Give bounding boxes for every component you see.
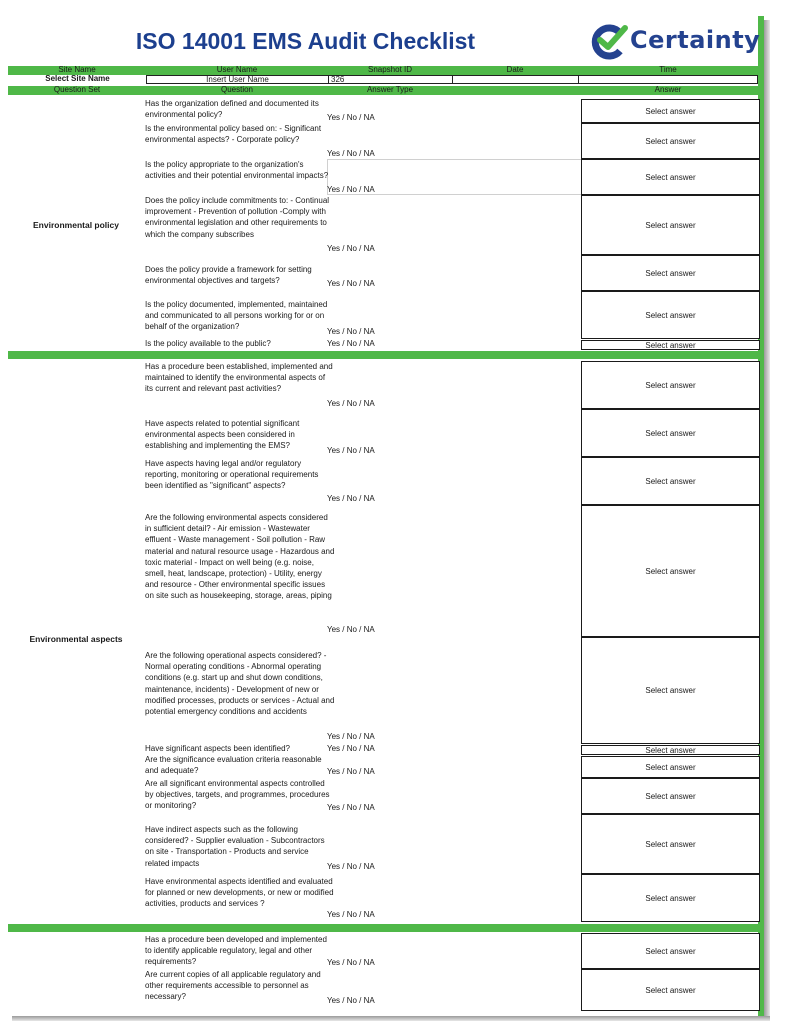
question-text: Have aspects related to potential significant environmental aspects been considered in establishing and implementing the EMS? — [145, 419, 300, 451]
answer-select-label: Select answer — [645, 340, 696, 350]
question-text: Have aspects having legal and/or regulatory reporting, monitoring or operational requirements been identified as "significant" aspects? — [145, 459, 319, 491]
user-name-header: User Name — [216, 65, 258, 74]
question-text: Are the following operational aspects considered? - Normal operating conditions - Abnormal operating conditions (e.g. start up and shut down conditions, maintenance, incidents) - Development of new or modified processes, products or services - Actual and potential emergency conditions and accidents — [145, 651, 335, 717]
answer-select[interactable] — [581, 778, 760, 814]
question-text: Is the environmental policy based on: - Significant environmental aspects? - Corporate policy? — [145, 124, 322, 145]
answer-select[interactable] — [581, 99, 760, 123]
section-label-environmental-aspects: Environmental aspects — [29, 634, 123, 644]
brand-logo — [590, 24, 760, 60]
question-text: Are the significance evaluation criteria reasonable and adequate? — [145, 755, 322, 776]
answer-select-label: Select answer — [645, 220, 696, 230]
section-separator — [8, 924, 758, 932]
answer-select[interactable] — [581, 340, 760, 350]
snapshot-id-header: Snapshot ID — [367, 65, 413, 74]
answer-select-label: Select answer — [645, 791, 696, 801]
question-text: Have indirect aspects such as the following considered? - Supplier evaluation - Subcontractors on site - Transportation - Products and service related impacts — [145, 825, 325, 868]
meta-header-row — [8, 66, 758, 75]
answer-type: Yes / No / NA — [327, 744, 375, 753]
answer-select-label: Select answer — [645, 985, 696, 995]
answer-select[interactable] — [581, 361, 760, 409]
answer-select-label: Select answer — [645, 476, 696, 486]
answer-select-label: Select answer — [645, 106, 696, 116]
answer-type: Yes / No / NA — [327, 399, 375, 408]
answer-select-label: Select answer — [645, 172, 696, 182]
answer-select[interactable] — [581, 969, 760, 1011]
answer-select-label: Select answer — [645, 893, 696, 903]
question-text: Are all significant environmental aspects controlled by objectives, targets, and programmes, procedures or monitoring? — [145, 779, 330, 811]
answer-select[interactable] — [581, 874, 760, 922]
question-text: Has a procedure been developed and implemented to identify applicable regulatory, legal and other requirements? — [145, 935, 327, 967]
question-text: Have environmental aspects identified and evaluated for planned or new developments, or new or modified activities, products and services ? — [145, 877, 334, 909]
answer-type: Yes / No / NA — [327, 279, 375, 288]
answer-type: Yes / No / NA — [327, 625, 375, 634]
answer-select[interactable] — [581, 291, 760, 339]
question-text: Have significant aspects been identified? — [145, 744, 290, 753]
answer-type: Yes / No / NA — [327, 996, 375, 1005]
snapshot-id-field: 326 — [328, 75, 453, 84]
question-text: Does the policy include commitments to: - Continual improvement - Prevention of pollution -Comply with environmental legislation and other requirements to which the company subscribes — [145, 196, 330, 239]
answer-type: Yes / No / NA — [327, 803, 375, 812]
answer-select[interactable] — [581, 814, 760, 874]
question-text: Has the organization defined and documented its environmental policy? — [145, 99, 319, 120]
user-name-input[interactable]: Insert User Name — [146, 75, 329, 84]
answer-type: Yes / No / NA — [327, 910, 375, 919]
answer-select-label: Select answer — [645, 946, 696, 956]
section-separator — [8, 351, 758, 359]
answer-select-label: Select answer — [645, 686, 696, 695]
answer-select[interactable] — [581, 195, 760, 255]
answer-type-header: Answer Type — [366, 85, 414, 94]
answer-type: Yes / No / NA — [327, 494, 375, 503]
question-header: Question — [220, 85, 254, 94]
section-label-environmental-policy: Environmental policy — [33, 220, 119, 230]
answer-select[interactable] — [581, 745, 760, 755]
meta-values-row — [8, 75, 758, 85]
question-set-header: Question Set — [53, 85, 101, 94]
question-text: Are current copies of all applicable regulatory and other requirements accessible to personnel as necessary? — [145, 970, 321, 1002]
question-text: Is the policy appropriate to the organization's activities and their potential environmental impacts? — [145, 160, 329, 181]
answer-type: Yes / No / NA — [327, 244, 375, 253]
answer-select-label: Select answer — [645, 268, 696, 278]
site-name-header: Site Name — [58, 65, 96, 74]
answer-type: Yes / No / NA — [327, 732, 375, 741]
answer-select[interactable] — [581, 457, 760, 505]
question-text: Is the policy documented, implemented, maintained and communicated to all persons working for or on behalf of the organization? — [145, 300, 328, 332]
answer-select[interactable] — [581, 637, 760, 744]
answer-select[interactable] — [581, 933, 760, 969]
answer-select-label: Select answer — [645, 136, 696, 146]
answer-type: Yes / No / NA — [327, 958, 375, 967]
answer-type: Yes / No / NA — [327, 185, 375, 194]
time-field[interactable] — [578, 75, 758, 84]
answer-type: Yes / No / NA — [327, 149, 375, 158]
page-title: ISO 14001 EMS Audit Checklist — [135, 28, 476, 54]
checkmark-c-icon — [590, 24, 630, 60]
answer-select-label: Select answer — [645, 380, 696, 390]
question-text: Are the following environmental aspects considered in sufficient detail? - Air emission - Wastewater effluent - Waste management - Soil pollution - Raw material and natural resource usage - Hazardous and toxic material - Impact on well being (e.g. noise, smell, heat, landscape, protection) - Utility, energy and resource - Other environmental specific issues on site such as housekeeping, storage, areas, piping — [145, 513, 335, 601]
answer-header: Answer — [654, 85, 682, 94]
answer-select-label: Select answer — [645, 839, 696, 849]
question-text: Has a procedure been established, implemented and maintained to identify the environmental aspects of its current and relevant past activities? — [145, 362, 333, 394]
checklist-sheet — [8, 16, 764, 1016]
column-header-row — [8, 86, 758, 95]
answer-select-label: Select answer — [645, 428, 696, 438]
answer-select-label: Select answer — [645, 745, 696, 755]
date-header: Date — [506, 65, 524, 74]
brand-name: Certainty — [630, 26, 761, 54]
answer-type: Yes / No / NA — [327, 767, 375, 776]
answer-type: Yes / No / NA — [327, 339, 375, 348]
answer-type: Yes / No / NA — [327, 327, 375, 336]
answer-type: Yes / No / NA — [327, 862, 375, 871]
question-text: Does the policy provide a framework for setting environmental objectives and targets? — [145, 265, 312, 286]
answer-select-label: Select answer — [645, 566, 696, 576]
answer-select[interactable] — [581, 123, 760, 159]
answer-type: Yes / No / NA — [327, 113, 375, 122]
answer-select[interactable] — [581, 409, 760, 457]
answer-select[interactable] — [581, 756, 760, 778]
answer-select-label: Select answer — [645, 762, 696, 772]
time-header: Time — [659, 65, 677, 74]
answer-select[interactable] — [581, 159, 760, 195]
answer-select[interactable] — [581, 255, 760, 291]
site-name-select[interactable]: Select Site Name — [8, 75, 147, 84]
date-field[interactable] — [452, 75, 579, 84]
answer-select-label: Select answer — [645, 310, 696, 320]
question-text: Is the policy available to the public? — [145, 339, 271, 348]
answer-type: Yes / No / NA — [327, 446, 375, 455]
answer-select[interactable] — [581, 505, 760, 637]
